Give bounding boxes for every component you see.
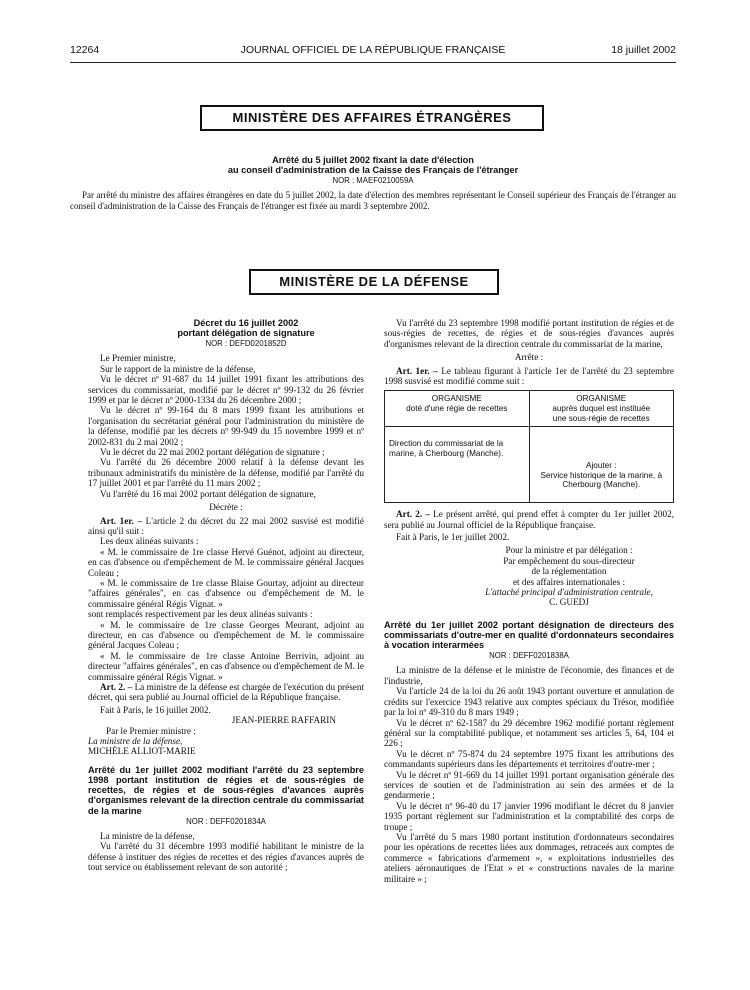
arrete-ordonnateurs-para: Vu l'article 24 de la loi du 26 août 1943 portant ouverture et annulation de crédits sur l'exercice 1943 relative aux comptes spéciaux du Trésor, modifiée par la loi nº 49-310 du 8 mars 1949 ; [384,686,674,718]
decrete-label: Décrète : [209,502,243,513]
arrete-ordonnateurs-para: La ministre de la défense et le ministre de l'économie, des finances et de l'industrie, [384,665,674,686]
table-header-row [385,391,674,427]
decret-art1-para: « M. le commissaire de 1re classe Hervé Guénot, adjoint au directeur, en cas d'absence ou d'empêchement de M. le commissaire général Jacques Coleau ; [88,546,364,578]
table-header-text: ORGANISME [576,394,627,404]
issue-date: 18 juillet 2002 [611,44,676,56]
table-cell-text: Service historique de la marine, à Cherbourg (Manche). [540,470,662,490]
decret-art2 [88,682,364,703]
signature-block [384,545,674,607]
arrete-ordonnateurs-para: Vu le décret nº 62-1587 du 29 décembre 1962 modifié portant règlement général sur la comptabilité publique, et notamment ses articles 5, 64, 104 et 226 ; [384,717,674,749]
signature-line: de la réglementation [531,566,607,577]
table-header-cell [529,391,674,427]
arrete-election-body: Par arrêté du ministre des affaires étrangères en date du 5 juillet 2002, la date d'élection des membres représentant le Conseil supérieur des Français de l'étranger au conseil d'administration de la Caisse des Français de l'étranger est fixée au mardi 3 septembre 2002. [70,190,676,211]
table-cell-text: Ajouter : [586,461,617,471]
ministre-name: MICHÈLE ALLIOT-MARIE [88,746,196,757]
decret-art1-para: « M. le commissaire de 1re classe Blaise Gourtay, adjoint au directeur "affaires générales", en cas d'absence ou d'empêchement de M. le commissaire général Régis Vignat. » [88,577,364,609]
arrete-election-nor: NOR : MAEF0210059A [332,176,414,186]
arrete-ordonnateurs-para: Vu l'arrêté du 5 mars 1980 portant institution d'ordonnateurs secondaires pour les opérations de recettes liées aux dommages, retraceés aux comptes de commerce « fabrications d'armement », « exploitations industrielles des ateliers aéronautiques de l'Etat » et « constructions navales de la marine militaire » ; [384,831,674,884]
signature-line: et des affaires internationales : [512,576,626,587]
decret-art1-para: Les deux alinéas suivants : [100,536,199,547]
decret-done: Fait à Paris, le 16 juillet 2002. [100,704,211,715]
arrete-regies-para: Vu l'arrêté du 31 décembre 1993 modifié habilitant le ministre de la défense à instituer des régies de recettes et des régies d'avances auprès de tout service ou établissement relevant de son autorité ; [88,841,364,873]
decret-para: Vu le décret du 22 mai 2002 portant délégation de signature ; [100,447,325,458]
decret-art2-label: Art. 2. – [100,682,133,692]
table-header-text: auprès duquel est instituée [552,404,651,414]
arrete-ordonnateurs-title: Arrêté du 1er juillet 2002 portant désignation de directeurs des commissariats d'outre-mer en qualité d'ordonnateurs secondaires à vocation interarmées [384,619,674,651]
page-number: 12264 [70,44,100,56]
right-art2-text: Le présent arrêté, qui prend effet à compter du 1er juillet 2002, sera publié au Journal officiel de la République française. [384,509,674,530]
table-header-text: doté d'une régie de recettes [406,404,508,414]
decret-art2-text: La ministre de la défense est chargée de l'exécution du présent décret, qui sera publié au Journal officiel de la République française. [88,682,364,703]
decret-title-2: portant délégation de signature [177,328,315,339]
journal-title: JOURNAL OFFICIEL DE LA RÉPUBLIQUE FRANÇAISE [240,44,506,56]
decret-para: Vu le décret nº 91-687 du 14 juillet 1991 fixant les attributions des services du commissariat, modifié par le décret nº 99-132 du 26 février 1999 et par le décret nº 2000-1334 du 26 décembre 2000 ; [88,374,364,406]
right-done: Fait à Paris, le 1er juillet 2002. [396,532,510,543]
decret-art1-para: « M. le commissaire de 1re classe Antoine Berrivin, adjoint au directeur "affaires générales", en cas d'absence ou d'empêchement de M. le commissaire général Régis Vignat. » [88,650,364,682]
table-cell [529,427,674,503]
header-rule [70,62,676,63]
decret-para: Vu l'arrêté du 16 mai 2002 portant délégation de signature, [100,488,316,499]
arrete-election-title-2: au conseil d'administration de la Caisse des Français de l'étranger [227,165,519,176]
decret-para: Vu l'arrêté du 26 décembre 2000 relatif à la défense devant les tribunaux administratifs du ministère de la défense, modifié par l'arrêté du 17 juillet 2001 et par l'arrêté du 11 mars 2002 ; [88,457,364,489]
signature-line: Pour la ministre et par délégation : [505,545,633,556]
decret-art1-label: Art. 1er. – [100,515,143,526]
decret-para: Sur le rapport de la ministre de la défense, [100,363,256,374]
table-cell: Direction du commissariat de la marine, à Cherbourg (Manche). [385,427,530,503]
right-art1-label: Art. 1er. – [396,365,438,376]
arrete-ordonnateurs-para: Vu le décret nº 75-874 du 24 septembre 1975 fixant les attributions des commandants supérieurs dans les départements et territoires d'outre-mer ; [384,748,674,770]
right-art2 [384,509,674,530]
right-column [384,318,674,884]
decret-art1-para: sont remplacés respectivement par les deux alinéas suivants : [88,609,313,620]
decret-para: Le Premier ministre, [100,353,176,364]
decret-art1-para: « M. le commissaire de 1re classe Georges Meurant, adjoint au directeur, en cas d'absence ou d'empêchement de M. le commissaire général Jacques Coleau ; [88,619,364,651]
right-para: Vu l'arrêté du 23 septembre 1998 modifié portant institution de régies et de sous-régies de recettes, de régies et de sous-régies d'avances auprès d'organismes relevant de la direction centrale du commissariat de la marine, [384,318,674,349]
par-premier-ministre: Par le Premier ministre : [106,725,196,736]
arrete-regies-nor: NOR : DEFF0201834A [186,816,266,826]
arrete-election-title-1: Arrêté du 5 juillet 2002 fixant la date d'élection [272,155,474,165]
right-art2-label: Art. 2. – [396,509,430,520]
arrete-label: Arrête : [514,352,544,363]
arrete-regies-title: Arrêté du 1er juillet 2002 modifiant l'arrêté du 23 septembre 1998 portant institution de régies et de sous-régies de recettes, de régies et de sous-régies d'avances auprès d'organismes relevant de la direction centrale du commissariat de la marine [88,764,364,816]
left-column [88,318,364,872]
table-header-text: ORGANISME [431,394,482,404]
decret-signatory: JEAN-PIERRE RAFFARIN [231,715,336,726]
signature-title: L'attaché principal d'administration centrale, [485,587,653,598]
table-row [385,427,674,503]
signature-name: C. GUEDJ [549,597,589,608]
ministre-title: La ministre de la défense, [88,736,183,747]
table-header-text: une sous-régie de recettes [552,413,650,423]
arrete-election-block [70,155,676,211]
arrete-ordonnateurs-nor: NOR : DEFF0201838A [489,651,569,661]
right-art1-text: Le tableau figurant à l'article 1er de l'arrêté du 23 septembre 1998 susvisé est modifié comme suit : [384,365,674,387]
decret-nor: NOR : DEFD0201852D [205,339,287,349]
right-art1 [384,366,674,387]
decret-para: Vu le décret nº 99-164 du 8 mars 1999 fixant les attributions et l'organisation du secrétariat général pour l'administration du ministère de la défense, modifié par les décrets nº 99-949 du 15 novembre 1999 et nº 2002-831 du 2 mai 2002 ; [88,405,364,447]
ministry-heading-defense: MINISTÈRE DE LA DÉFENSE [249,269,499,295]
decret-art1 [88,516,364,537]
arrete-ordonnateurs-para: Vu le décret nº 91-669 du 14 juillet 1991 portant organisation générale des services de soutien et de l'administration au sein des armées et de la gendarmerie ; [384,769,674,801]
page-header [70,44,676,58]
table-header-cell [385,391,530,427]
arrete-regies-para: La ministre de la défense, [100,830,195,841]
ministry-heading-affaires-etrangeres: MINISTÈRE DES AFFAIRES ÉTRANGÈRES [200,105,544,131]
decret-title-1: Décret du 16 juillet 2002 [193,318,299,328]
arrete-ordonnateurs-para: Vu le décret nº 96-40 du 17 janvier 1996 modifiant le décret du 8 janvier 1935 portant règlement sur l'administration et la comptabilité des corps de troupe ; [384,800,674,832]
decret-art1-text: L'article 2 du décret du 22 mai 2002 susvisé est modifié ainsi qu'il suit : [88,515,364,536]
signature-line: Par empêchement du sous-directeur [503,555,635,566]
regies-table [384,390,674,503]
